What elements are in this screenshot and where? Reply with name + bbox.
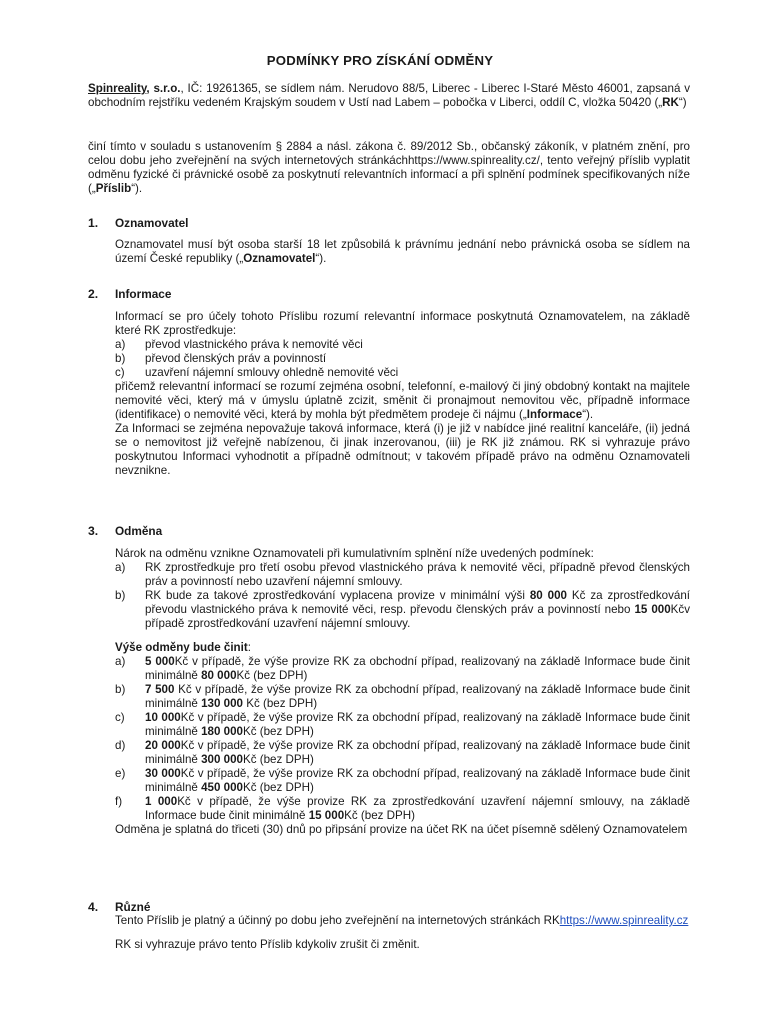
section-2-text: Informací se pro účely tohoto Příslibu rozumí relevantní informace poskytnutá Oznamovatelem, na základě které RK zprostředkuje: a) převod vlastnického práva k nemovité věci b) převod členských práv a povinností c) uzavření nájemní smlouvy ohledně nemovité věci přičemž relevantní informací se rozumí zejména osobní, telefonní, e-mailový či jiný obdobný kontakt na majitele nemovité věci, který má v úmyslu úplatně zcizit, směnit či pronajmout nemovitou věc, případně informace (identifikace) o nemovité věci, která by mohla být předmětem prodeje či nájmu („Informace“). Za Informaci se zejména nepovažuje taková informace, která (i) je již v nabídce jiné realitní kanceláře, (ii) jedná se o nemovitost již veřejně nabízenou, či jinak inzerovanou, (iii) je RK již známou. RK si vyhrazuje právo poskytnutou Informaci vyhodnotit a případně odmítnout; v takovém případě právo na odměnu Oznamovateli nevznikne. bbox=[115, 310, 690, 477]
section-4-text: Tento Příslib je platný a účinný po dobu jeho zveřejnění na internetových stránkách RKhttps://www.spinreality.cz RK si vyhrazuje právo tento Příslib kdykoliv zrušit či změnit. bbox=[115, 914, 689, 951]
reward-item: b) 7 500 Kč v případě, že výše provize RK za obchodní případ, realizovaný na základě Informace bude činit minimálně 130 000 Kč (bez DPH) bbox=[115, 683, 690, 710]
section-title: Oznamovatel bbox=[115, 216, 189, 230]
reward-item: d) 20 000Kč v případě, že výše provize RK za obchodní případ, realizovaný na základě Informace bude činit minimálně 300 000Kč (bez DPH) bbox=[115, 739, 690, 766]
section-number: 4. bbox=[88, 900, 99, 914]
condition-item: a) RK zprostředkuje pro třetí osobu převod vlastnického práva k nemovité věci, případně převod členských práv a povinností nebo uzavření nájemní smlouvy. bbox=[115, 561, 690, 588]
section-title: Informace bbox=[115, 287, 172, 301]
section-number: 1. bbox=[88, 216, 99, 230]
website-link[interactable]: https://www.spinreality.cz bbox=[559, 914, 689, 927]
list-item: b) převod členských práv a povinností bbox=[115, 352, 327, 365]
section-3-text: Nárok na odměnu vznikne Oznamovateli při kumulativním splnění níže uvedených podmínek: a) RK zprostředkuje pro třetí osobu převod vlastnického práva k nemovité věci, případně převod členských práv a povinností nebo uzavření nájemní smlouvy. b) RK bude za takové zprostředkování vyplacena provize v minimální výši 80 000 Kč za zprostředkování převodu vlastnického práva k nemovité věci, resp. převodu členských práv a povinností nebo 15 000Kčv případě zprostředkování uzavření nájemní smlouvy. Výše odměny bude činit: a) 5 000Kč v případě, že výše provize RK za obchodní případ, realizovaný na základě Informace bude činit minimálně 80 000Kč (bez DPH) b) 7 500 Kč v případě, že výše provize RK za obchodní případ, realizovaný na základě Informace bude činit minimálně 130 000 Kč (bez DPH) c) 10 000Kč v případě, že výše provize RK za obchodní případ, realizovaný na základě Informace bude činit minimálně 180 000Kč (bez DPH) d) 20 000Kč v případě, že výše provize RK za obchodní případ, realizovaný na základě Informace bude činit minimálně 300 000Kč (bez DPH) e) 30 000Kč v případě, že výše provize RK za obchodní případ, realizovaný na základě Informace bude činit minimálně 450 000Kč (bez DPH) f) 1 000Kč v případě, že výše provize RK za zprostředkování uzavření nájemní smlouvy, na základě Informace bude činit minimálně 15 000Kč (bez DPH) Odměna je splatná do třiceti (30) dnů po připsání provize na účet RK na účet písemně sdělený Oznamovatelem bbox=[115, 547, 690, 836]
reward-item: e) 30 000Kč v případě, že výše provize RK za obchodní případ, realizovaný na základě Informace bude činit minimálně 450 000Kč (bez DPH) bbox=[115, 767, 690, 794]
intro-paragraph: Spinreality, s.r.o., IČ: 19261365, se sídlem nám. Nerudovo 88/5, Liberec - Liberec I-Staré Město 46001, zapsaná v obchodním rejstříku vedeném Krajským soudem v Ustí nad Labem – pobočka v Liberci, oddíl C, vložka 50420 („RK“) bbox=[88, 82, 690, 109]
section-number: 3. bbox=[88, 524, 99, 538]
document-title: PODMÍNKY PRO ZÍSKÁNÍ ODMĚNY bbox=[266, 53, 494, 68]
company-name: Spinreality bbox=[88, 82, 147, 95]
reward-heading: Výše odměny bude činit bbox=[115, 641, 248, 654]
section-title: Odměna bbox=[115, 524, 163, 538]
reward-item: f) 1 000Kč v případě, že výše provize RK za zprostředkování uzavření nájemní smlouvy, na základě Informace bude činit minimálně 15 000Kč (bez DPH) bbox=[115, 795, 690, 822]
condition-item: b) RK bude za takové zprostředkování vyplacena provize v minimální výši 80 000 Kč za zprostředkování převodu vlastnického práva k nemovité věci, resp. převodu členských práv a povinností nebo 15 000Kčv případě zprostředkování uzavření nájemní smlouvy. bbox=[115, 589, 690, 630]
list-item: a) převod vlastnického práva k nemovité věci bbox=[115, 338, 363, 351]
reward-item: a) 5 000Kč v případě, že výše provize RK za obchodní případ, realizovaný na základě Informace bude činit minimálně 80 000Kč (bez DPH) bbox=[115, 655, 690, 682]
section-1-text: Oznamovatel musí být osoba starší 18 let způsobilá k právnímu jednání nebo právnická osoba se sídlem na území České republiky („Oznamovatel“). bbox=[115, 238, 690, 265]
intro-promise-paragraph: činí tímto v souladu s ustanovením § 2884 a násl. zákona č. 89/2012 Sb., občanský zákoník, v platném znění, pro celou dobu jeho zveřejnění na svých internetových stránkáchhttps://www.spinreality.cz/, tento veřejný příslib vyplatit odměnu fyzické či právnické osobě za poskytnutí relevantních informací a při splnění podmínek specifikovaných níže („Příslib“). bbox=[88, 140, 690, 195]
reward-item: c) 10 000Kč v případě, že výše provize RK za obchodní případ, realizovaný na základě Informace bude činit minimálně 180 000Kč (bez DPH) bbox=[115, 711, 690, 738]
payable-note: Odměna je splatná do třiceti (30) dnů po připsání provize na účet RK na účet písemně sdělený Oznamovatelem bbox=[115, 823, 688, 836]
list-item: c) uzavření nájemní smlouvy ohledně nemovité věci bbox=[115, 366, 399, 379]
section-title: Různé bbox=[115, 900, 151, 914]
section-number: 2. bbox=[88, 287, 99, 301]
